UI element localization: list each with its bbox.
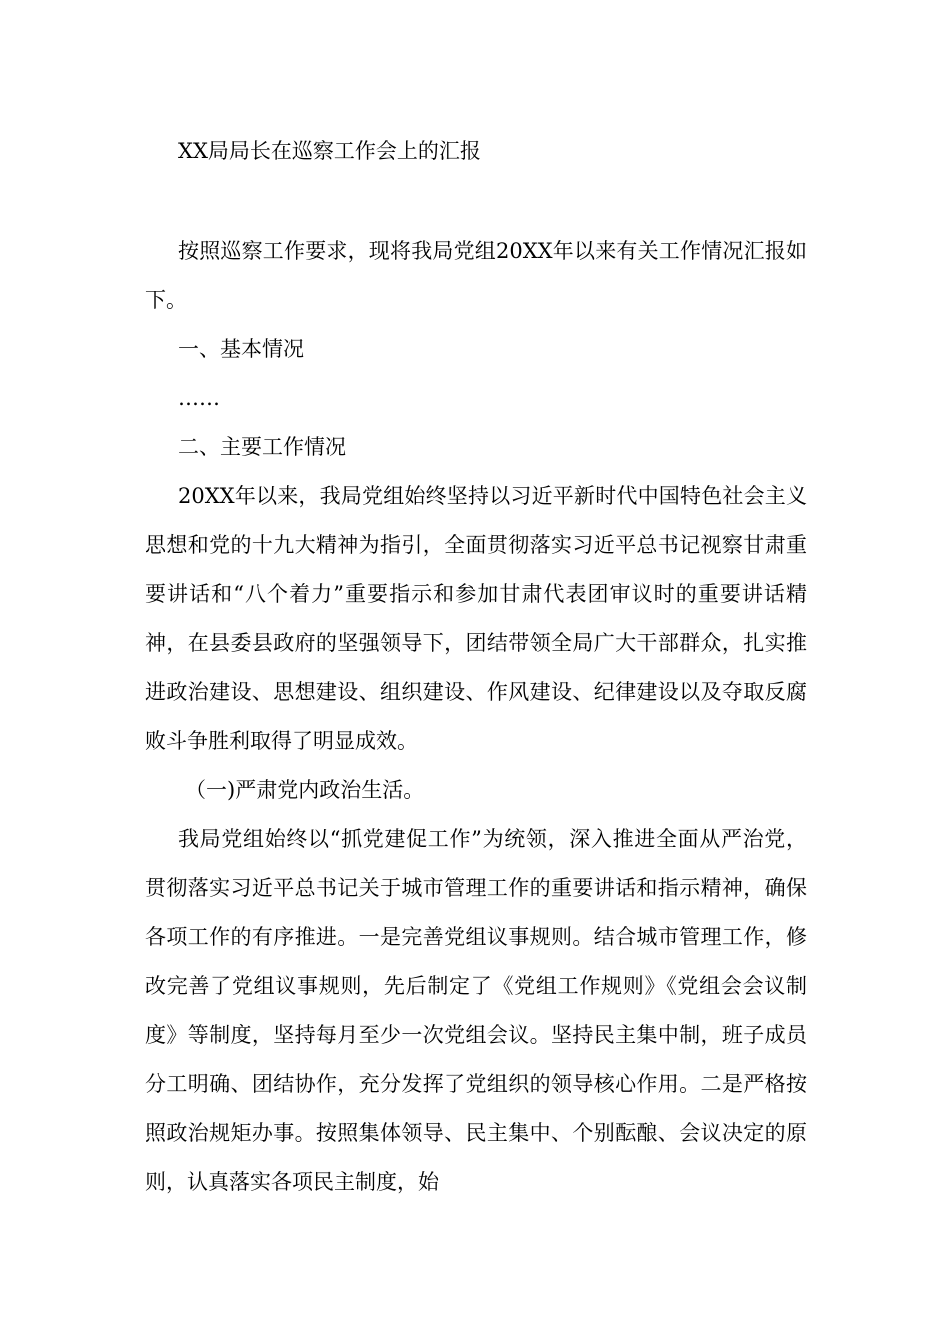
section-heading-main-work: 二、主要工作情况 [178, 435, 346, 459]
subsection-heading: （一)严肃党内政治生活。 [185, 778, 425, 802]
party-life-paragraph: 我局党组始终以“抓党建促工作”为统领，深入推进全面从严治党，贯彻落实习近平总书记关于城市管理工作的重要讲话和指示精神，确保各项工作的有序推进。一是完善党组议事规则。结合城市管理工作，修改完善了党组议事规则，先后制定了《党组工作规则》《党组会会议制度》等制度，坚持每月至少一次党组会议。坚持民主集中制，班子成员分工明确、团结协作，充分发挥了党组织的领导核心作用。二是严格按照政治规矩办事。按照集体领导、民主集中、个别酝酿、会议决定的原则，认真落实各项民主制度，始 [145, 827, 807, 1194]
section-heading-basic: 一、基本情况 [178, 337, 304, 361]
main-work-paragraph: 20XX年以来，我局党组始终坚持以习近平新时代中国特色社会主义思想和党的十九大精神为指引，全面贯彻落实习近平总书记视察甘肃重要讲话和“八个着力”重要指示和参加甘肃代表团审议时的重要讲话精神，在县委县政府的坚强领导下，团结带领全局广大干部群众，扎实推进政治建设、思想建设、组织建设、作风建设、纪律建设以及夺取反腐败斗争胜利取得了明显成效。 [145, 484, 807, 753]
document-title: XX局局长在巡察工作会上的汇报 [178, 139, 481, 163]
intro-paragraph: 按照巡察工作要求，现将我局党组20XX年以来有关工作情况汇报如下。 [145, 239, 807, 312]
document-body [145, 227, 807, 1207]
ellipsis-paragraph: …… [178, 386, 220, 410]
